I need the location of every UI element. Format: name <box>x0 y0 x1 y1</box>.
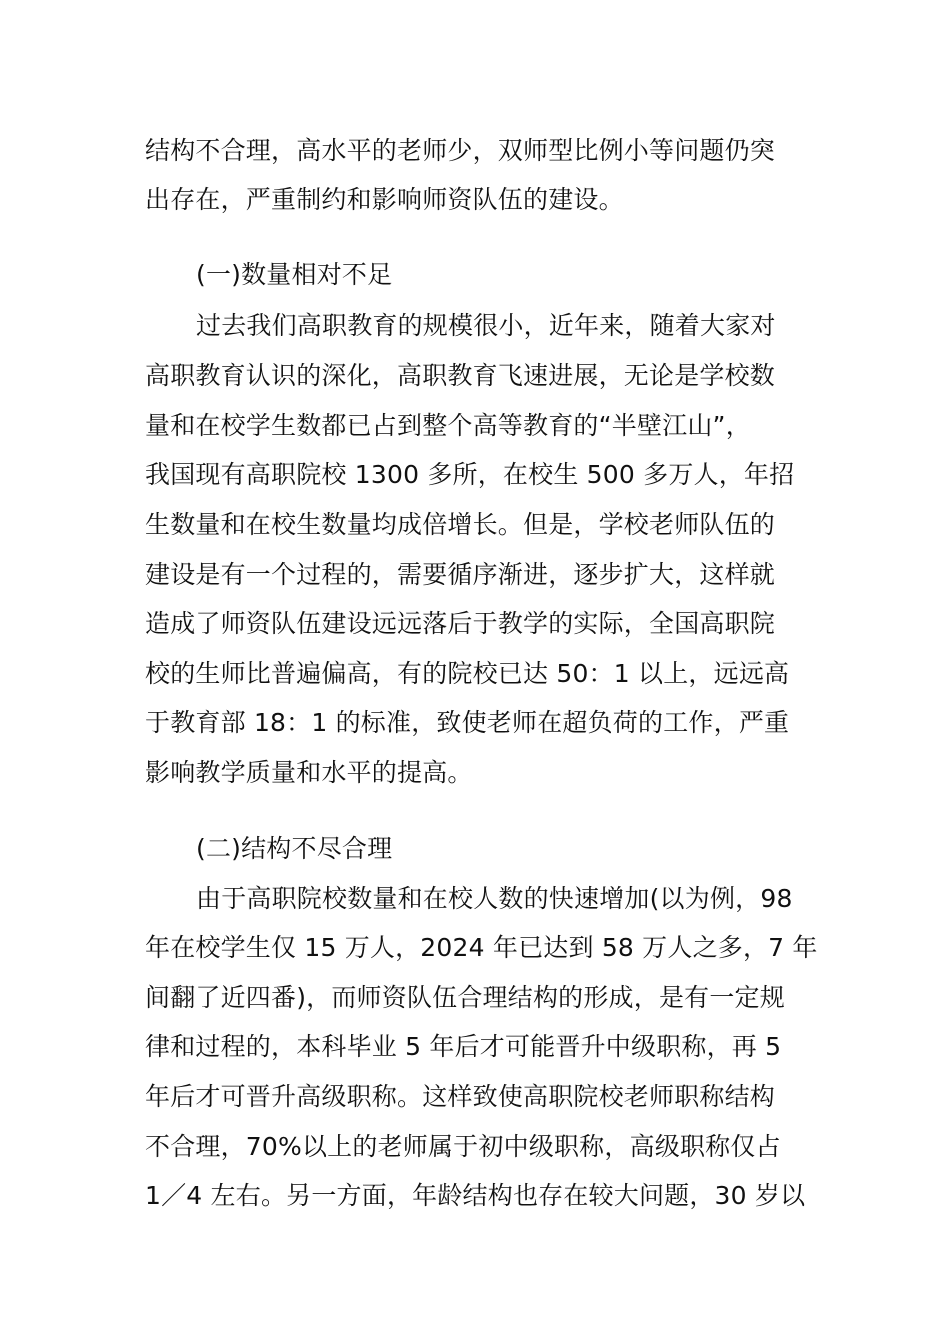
paragraph-line: 于教育部 18：1 的标准，致使老师在超负荷的工作，严重 <box>145 708 790 737</box>
paragraph-line: 由于高职院校数量和在校人数的快速增加(以为例，98 <box>196 884 793 913</box>
paragraph-line: 不合理，70%以上的老师属于初中级职称，高级职称仅占 <box>145 1132 781 1161</box>
paragraph-line: 生数量和在校生数量均成倍增长。但是，学校老师队伍的 <box>145 510 776 539</box>
paragraph-line: 年在校学生仅 15 万人，2024 年已达到 58 万人之多，7 年 <box>145 933 818 962</box>
paragraph-line: 1／4 左右。另一方面，年龄结构也存在较大问题，30 岁以 <box>145 1181 806 1210</box>
paragraph-line: 造成了师资队伍建设远远落后于教学的实际，全国高职院 <box>145 609 776 638</box>
paragraph-line: 年后才可晋升高级职称。这样致使高职院校老师职称结构 <box>145 1082 776 1111</box>
paragraph-line: 结构不合理，高水平的老师少，双师型比例小等问题仍突 <box>145 136 776 165</box>
paragraph-line: 量和在校学生数都已占到整个高等教育的“半壁江山”， <box>145 411 751 440</box>
paragraph-line: 高职教育认识的深化，高职教育飞速进展，无论是学校数 <box>145 361 776 390</box>
section-heading: (二)结构不尽合理 <box>196 834 393 863</box>
paragraph-line: 出存在，严重制约和影响师资队伍的建设。 <box>145 185 624 214</box>
paragraph-line: 间翻了近四番)，而师资队伍合理结构的形成，是有一定规 <box>145 983 785 1012</box>
paragraph-line: 校的生师比普遍偏高，有的院校已达 50：1 以上，远远高 <box>145 659 790 688</box>
paragraph-line: 影响教学质量和水平的提高。 <box>145 758 473 787</box>
paragraph-line: 建设是有一个过程的，需要循序渐进，逐步扩大，这样就 <box>145 560 776 589</box>
paragraph-line: 律和过程的，本科毕业 5 年后才可能晋升中级职称，再 5 <box>145 1032 782 1061</box>
paragraph-line: 过去我们高职教育的规模很小，近年来，随着大家对 <box>196 311 776 340</box>
section-heading: (一)数量相对不足 <box>196 260 393 289</box>
paragraph-line: 我国现有高职院校 1300 多所，在校生 500 多万人，年招 <box>145 460 795 489</box>
